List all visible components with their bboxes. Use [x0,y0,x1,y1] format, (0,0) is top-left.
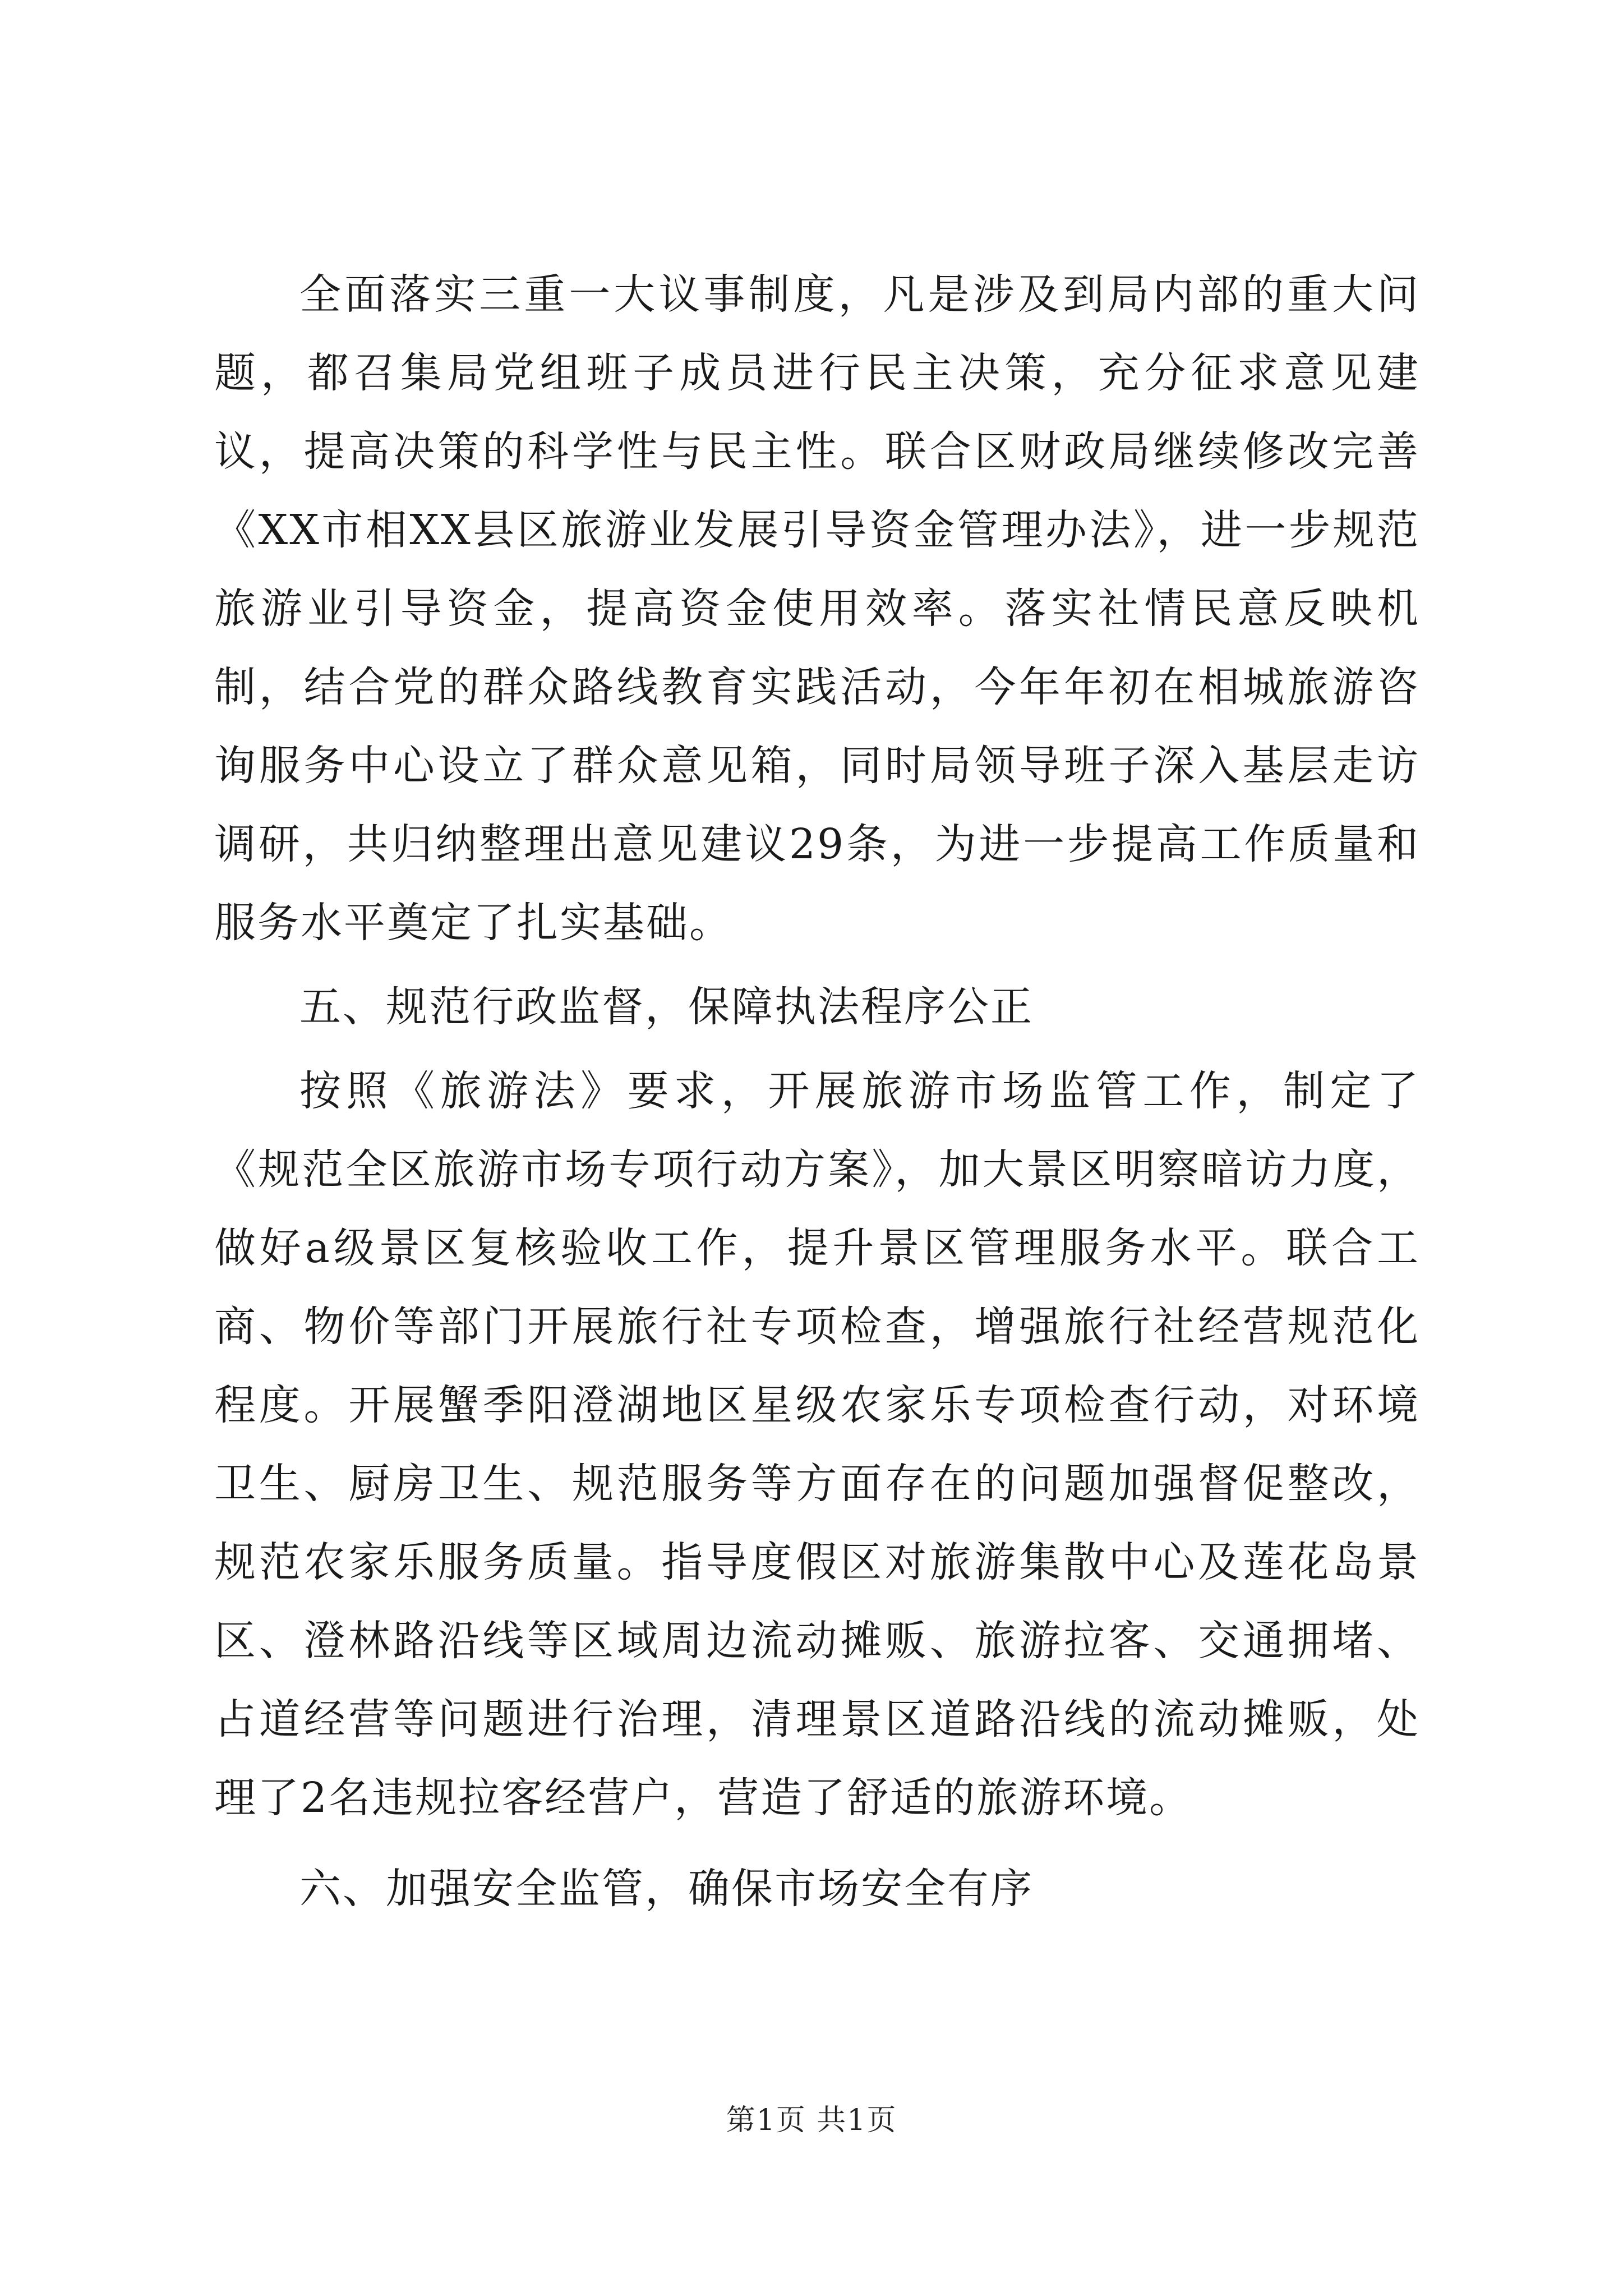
section-heading-five: 五、规范行政监督，保障执法程序公正 [299,983,1034,1031]
paragraph-supervision: 按照《旅游法》要求，开展旅游市场监管工作，制定了《规范全区旅游市场专项行动方案》，加大景区明察暗访力度，做好a级景区复核验收工作，提升景区管理服务水平。联合工商、物价等部门开展旅行社专项检查，增强旅行社经营规范化程度。开展蟹季阳澄湖地区星级农家乐专项检查行动，对环境卫生、厨房卫生、规范服务等方面存在的问题加强督促整改，规范农家乐服务质量。指导度假区对旅游集散中心及莲花岛景区、澄林路沿线等区域周边流动摊贩、旅游拉客、交通拥堵、占道经营等问题进行治理，清理景区道路沿线的流动摊贩，处理了2名违规拉客经营户，营造了舒适的旅游环境。 [214,1067,1420,1822]
section-heading-six: 六、加强安全监管，确保市场安全有序 [299,1865,1034,1913]
paragraph-governance: 全面落实三重一大议事制度，凡是涉及到局内部的重大问题，都召集局党组班子成员进行民主决策，充分征求意见建议，提高决策的科学性与民主性。联合区财政局继续修改完善《XX市相XX县区旅游业发展引导资金管理办法》，进一步规范旅游业引导资金，提高资金使用效率。落实社情民意反映机制，结合党的群众路线教育实践活动，今年年初在相城旅游咨询服务中心设立了群众意见箱，同时局领导班子深入基层走访调研，共归纳整理出意见建议29条，为进一步提高工作质量和服务水平奠定了扎实基础。 [214,270,1420,947]
page-footer: 第1页 共1页 [726,2104,897,2137]
document-body [214,255,1420,1928]
